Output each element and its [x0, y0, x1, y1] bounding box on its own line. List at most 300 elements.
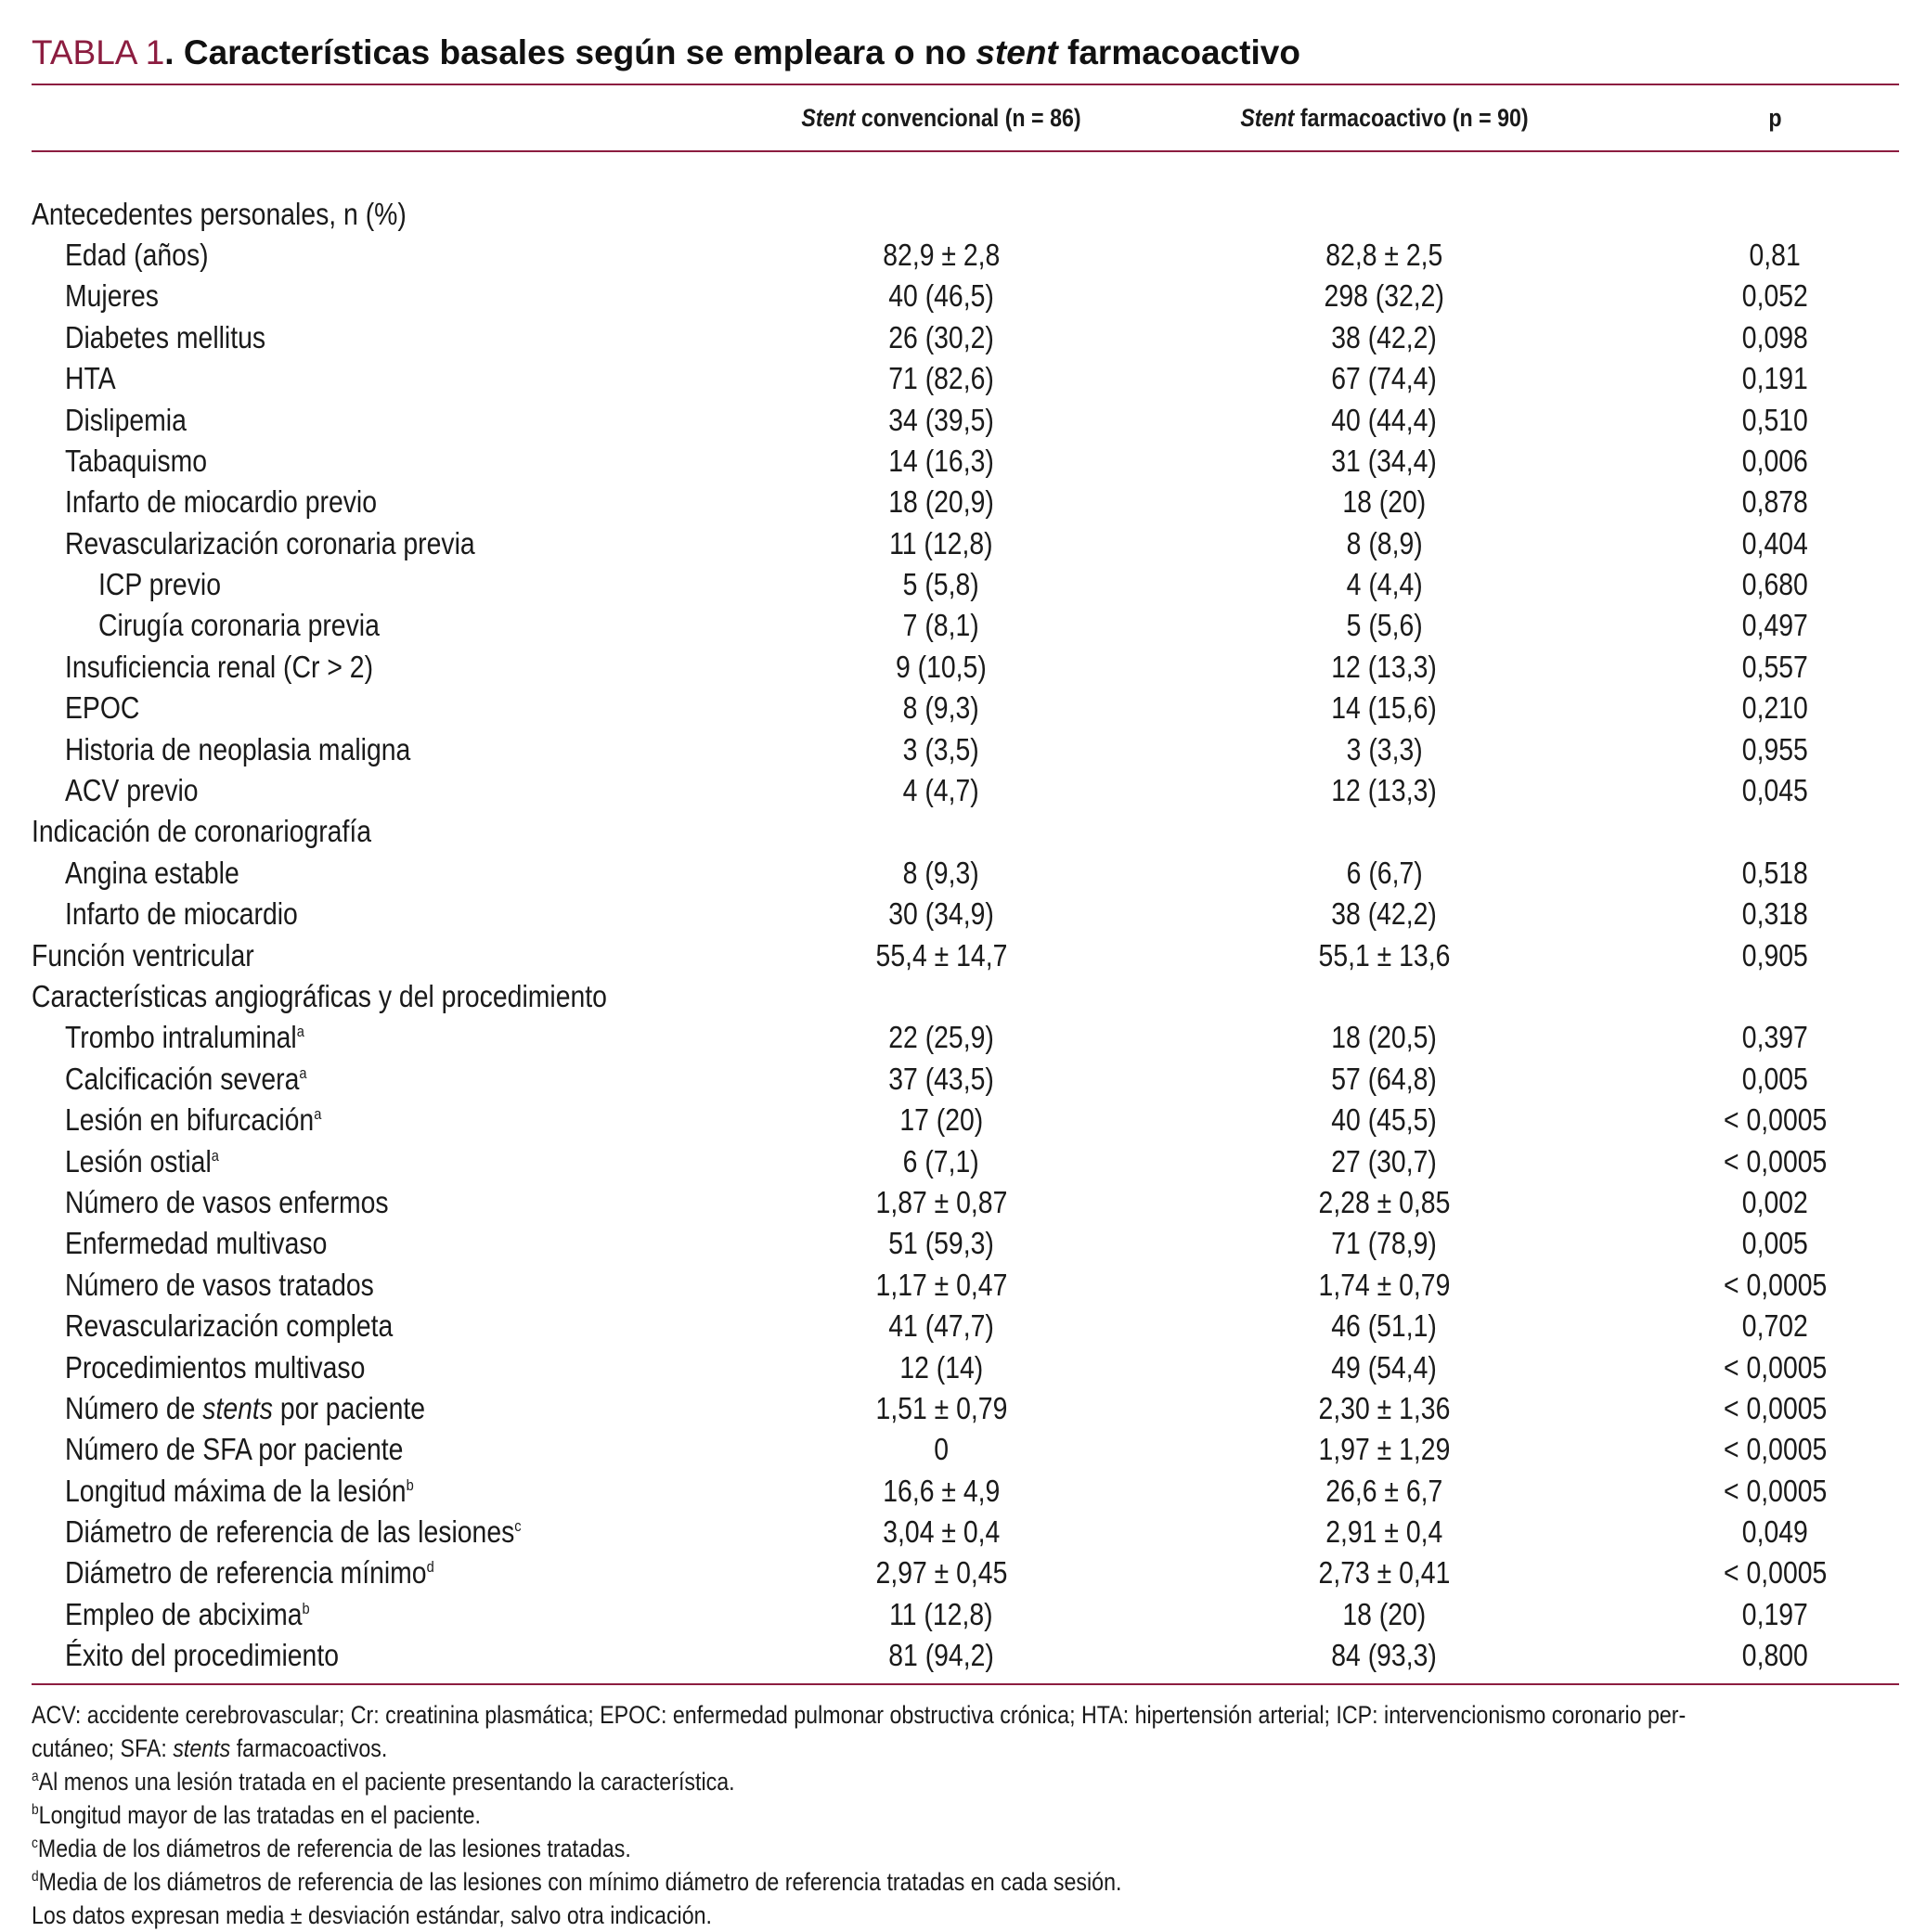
- value-p-cell: [1651, 317, 1899, 358]
- table-row: [32, 1182, 1899, 1223]
- value-p-cell: [1651, 1552, 1899, 1593]
- value-p: 0,878: [1741, 484, 1809, 520]
- footnote-text: Longitud mayor de las tratadas en el paciente.: [38, 1801, 481, 1830]
- row-label-text: ICP previo: [98, 567, 221, 602]
- row-label-superscript: a: [299, 1063, 307, 1082]
- row-label: [65, 1100, 321, 1140]
- value-p: 0,397: [1741, 1020, 1809, 1055]
- value-p: 0,006: [1741, 443, 1809, 478]
- row-label: [65, 894, 298, 934]
- row-label-cell: [32, 1388, 765, 1429]
- caption-text: . Características basales según se empleara o no: [164, 33, 976, 71]
- value-convencional-cell: [765, 1265, 1118, 1306]
- value-farmacoactivo: 57 (64,8): [1331, 1061, 1438, 1096]
- value-p-cell: [1651, 1594, 1899, 1635]
- value-farmacoactivo-cell: [1118, 564, 1651, 605]
- row-label-cell: [32, 647, 765, 688]
- value-p: 0,905: [1741, 937, 1809, 972]
- value-farmacoactivo-cell: [1118, 1059, 1651, 1100]
- value-convencional: 3,04 ± 0,4: [882, 1514, 1001, 1550]
- table-row: [32, 1100, 1899, 1140]
- value-farmacoactivo: 5 (5,6): [1346, 608, 1423, 643]
- row-label-cell: [32, 399, 765, 440]
- value-p: 0,518: [1741, 855, 1809, 890]
- value-farmacoactivo: 3 (3,3): [1346, 731, 1423, 766]
- value-farmacoactivo-cell: [1118, 728, 1651, 769]
- value-farmacoactivo: 40 (45,5): [1331, 1102, 1438, 1138]
- value-farmacoactivo: 18 (20): [1342, 484, 1427, 520]
- table-row: [32, 235, 1899, 276]
- row-label-cell: [32, 1059, 765, 1100]
- table-body: [32, 151, 1899, 1676]
- abbreviations-text-end: farmacoactivos.: [230, 1734, 388, 1763]
- value-convencional: 55,4 ± 14,7: [875, 937, 1007, 972]
- row-label-cell: [32, 1100, 765, 1140]
- value-farmacoactivo: 12 (13,3): [1331, 649, 1438, 684]
- row-label-superscript: a: [296, 1023, 304, 1041]
- row-label-text-end: por paciente: [273, 1390, 426, 1425]
- value-farmacoactivo: 18 (20,5): [1331, 1020, 1438, 1055]
- value-convencional: 0: [934, 1432, 949, 1467]
- footnote-d: [32, 1865, 1899, 1899]
- value-convencional-cell: [765, 688, 1118, 728]
- value-p-cell: [1651, 688, 1899, 728]
- row-label: [32, 935, 254, 976]
- row-label: [65, 1141, 219, 1182]
- value-convencional: 1,17 ± 0,47: [875, 1267, 1007, 1302]
- table-row: [32, 1429, 1899, 1470]
- row-label: [65, 770, 199, 811]
- row-label-text: Longitud máxima de la lesión: [65, 1473, 407, 1508]
- row-label: [65, 853, 239, 894]
- value-p-cell: [1651, 1306, 1899, 1346]
- value-convencional-cell: [765, 976, 1118, 1017]
- spacer-row: [32, 151, 1899, 193]
- table-caption: [164, 33, 1300, 71]
- value-convencional-cell: [765, 1017, 1118, 1058]
- value-farmacoactivo: 26,6 ± 6,7: [1325, 1473, 1443, 1508]
- table-row: [32, 1059, 1899, 1100]
- value-p-cell: [1651, 853, 1899, 894]
- value-farmacoactivo: 4 (4,4): [1346, 567, 1423, 602]
- value-p-cell: [1651, 1140, 1899, 1181]
- value-convencional: 18 (20,9): [888, 484, 994, 520]
- row-label-cell: [32, 934, 765, 975]
- value-convencional: 12 (14): [899, 1349, 983, 1385]
- row-label-cell: [32, 728, 765, 769]
- row-label-text: Antecedentes personales, n (%): [32, 196, 407, 231]
- value-farmacoactivo-cell: [1118, 934, 1651, 975]
- value-convencional-cell: [765, 399, 1118, 440]
- table-row: [32, 934, 1899, 975]
- table-row: [32, 1140, 1899, 1181]
- row-label: [32, 976, 607, 1017]
- row-label-cell: [32, 523, 765, 564]
- footnote-text: Media de los diámetros de referencia de las lesiones con mínimo diámetro de referencia tratadas en cada sesión.: [38, 1868, 1122, 1897]
- row-label-text: Número de vasos tratados: [65, 1267, 374, 1302]
- row-label-text: Tabaquismo: [65, 443, 208, 478]
- value-p: 0,005: [1741, 1061, 1809, 1096]
- table-row: [32, 1223, 1899, 1264]
- row-label-text: Angina estable: [65, 855, 239, 890]
- row-label: [65, 1017, 304, 1058]
- value-farmacoactivo: 82,8 ± 2,5: [1325, 237, 1443, 272]
- row-label-cell: [32, 811, 765, 852]
- value-farmacoactivo-cell: [1118, 811, 1651, 852]
- header-p: p: [1768, 103, 1782, 132]
- value-farmacoactivo-cell: [1118, 193, 1651, 234]
- table-row: [32, 605, 1899, 646]
- row-label: [32, 811, 371, 852]
- value-convencional-cell: [765, 770, 1118, 811]
- value-convencional-cell: [765, 853, 1118, 894]
- value-farmacoactivo-cell: [1118, 894, 1651, 934]
- header-text: convencional (n = 86): [855, 103, 1081, 132]
- row-label: [65, 1306, 393, 1346]
- header-italic: Stent: [801, 103, 856, 132]
- row-label-text: Diámetro de referencia de las lesiones: [65, 1514, 515, 1550]
- value-convencional-cell: [765, 1429, 1118, 1470]
- value-p-cell: [1651, 976, 1899, 1017]
- value-p-cell: [1651, 1182, 1899, 1223]
- row-label-cell: [32, 235, 765, 276]
- value-p: 0,002: [1741, 1184, 1809, 1219]
- value-convencional: 8 (9,3): [902, 855, 980, 890]
- value-p: 0,702: [1741, 1308, 1809, 1344]
- footnote-c: [32, 1832, 1899, 1865]
- row-label-text: Procedimientos multivaso: [65, 1349, 366, 1385]
- table-row: [32, 894, 1899, 934]
- value-convencional: 40 (46,5): [888, 278, 994, 314]
- value-p: 0,81: [1749, 237, 1802, 272]
- value-convencional: 26 (30,2): [888, 319, 994, 354]
- row-label-text: Número de SFA por paciente: [65, 1432, 404, 1467]
- value-p-cell: [1651, 728, 1899, 769]
- caption-text-end: farmacoactivo: [1057, 33, 1300, 71]
- value-convencional: 5 (5,8): [902, 567, 980, 602]
- row-label-cell: [32, 770, 765, 811]
- footnote-text: Media de los diámetros de referencia de las lesiones tratadas.: [37, 1835, 631, 1863]
- value-convencional-cell: [765, 564, 1118, 605]
- table-row: [32, 441, 1899, 482]
- value-farmacoactivo: 2,91 ± 0,4: [1325, 1514, 1443, 1550]
- value-convencional-cell: [765, 1512, 1118, 1552]
- row-label-cell: [32, 1471, 765, 1512]
- value-farmacoactivo: 67 (74,4): [1331, 361, 1438, 396]
- value-farmacoactivo: 84 (93,3): [1331, 1638, 1438, 1673]
- value-p-cell: [1651, 193, 1899, 234]
- row-label-text: Indicación de coronariografía: [32, 814, 372, 849]
- value-farmacoactivo: 1,74 ± 0,79: [1318, 1267, 1451, 1302]
- value-convencional-cell: [765, 1594, 1118, 1635]
- value-convencional-cell: [765, 1552, 1118, 1593]
- table-row: [32, 193, 1899, 234]
- table-row: [32, 358, 1899, 399]
- value-convencional: 37 (43,5): [888, 1061, 994, 1096]
- value-convencional: 6 (7,1): [902, 1143, 980, 1179]
- row-label-cell: [32, 976, 765, 1017]
- row-label-text: Infarto de miocardio: [65, 896, 298, 932]
- value-farmacoactivo: 31 (34,4): [1331, 443, 1438, 478]
- table-row: [32, 276, 1899, 316]
- value-farmacoactivo: 1,97 ± 1,29: [1318, 1432, 1451, 1467]
- value-p-cell: [1651, 1017, 1899, 1058]
- table-row: [32, 811, 1899, 852]
- row-label-cell: [32, 1429, 765, 1470]
- value-convencional: 16,6 ± 4,9: [882, 1473, 1001, 1508]
- table-row: [32, 976, 1899, 1017]
- value-p: 0,197: [1741, 1596, 1809, 1631]
- value-convencional: 9 (10,5): [896, 649, 987, 684]
- value-farmacoactivo: 49 (54,4): [1331, 1349, 1438, 1385]
- row-label-superscript: a: [211, 1146, 219, 1165]
- table-row: [32, 1594, 1899, 1635]
- table-figure: [32, 28, 1899, 1932]
- caption-italic: stent: [976, 33, 1058, 71]
- row-label-text: Lesión en bifurcación: [65, 1102, 315, 1138]
- row-label-cell: [32, 276, 765, 316]
- value-convencional: 1,51 ± 0,79: [875, 1390, 1007, 1425]
- value-convencional-cell: [765, 894, 1118, 934]
- value-convencional-cell: [765, 317, 1118, 358]
- row-label: [65, 317, 265, 358]
- value-p: 0,049: [1741, 1514, 1809, 1550]
- value-farmacoactivo-cell: [1118, 276, 1651, 316]
- bottom-rule: [32, 1683, 1899, 1685]
- row-label-cell: [32, 1306, 765, 1346]
- row-label-superscript: a: [314, 1105, 322, 1124]
- value-farmacoactivo-cell: [1118, 235, 1651, 276]
- value-farmacoactivo-cell: [1118, 1017, 1651, 1058]
- table-row: [32, 1306, 1899, 1346]
- row-label-cell: [32, 1635, 765, 1676]
- value-p-cell: [1651, 523, 1899, 564]
- value-convencional: 71 (82,6): [888, 361, 994, 396]
- footnote-mark: d: [32, 1869, 39, 1886]
- row-label-cell: [32, 605, 765, 646]
- row-label-cell: [32, 1017, 765, 1058]
- row-label-superscript: b: [406, 1475, 414, 1494]
- value-p: < 0,0005: [1723, 1432, 1828, 1467]
- row-label-text: Lesión ostial: [65, 1143, 212, 1179]
- value-p-cell: [1651, 1388, 1899, 1429]
- header-italic: Stent: [1240, 103, 1295, 132]
- table-row: [32, 399, 1899, 440]
- value-p-cell: [1651, 894, 1899, 934]
- table-row: [32, 1471, 1899, 1512]
- row-label: [65, 1512, 522, 1552]
- value-convencional-cell: [765, 482, 1118, 522]
- abbreviations-text: cutáneo; SFA:: [32, 1734, 174, 1763]
- footnote-b: [32, 1798, 1899, 1832]
- row-label-cell: [32, 894, 765, 934]
- row-label-text: Características angiográficas y del procedimiento: [32, 979, 607, 1013]
- value-p: 0,005: [1741, 1226, 1809, 1261]
- header-label: [83, 85, 713, 151]
- value-convencional-cell: [765, 276, 1118, 316]
- value-p-cell: [1651, 770, 1899, 811]
- table-row: [32, 770, 1899, 811]
- footnote-mark: b: [32, 1802, 39, 1819]
- value-p-cell: [1651, 1512, 1899, 1552]
- value-convencional: 8 (9,3): [902, 690, 980, 726]
- value-p-cell: [1651, 1100, 1899, 1140]
- row-label-text: Calcificación severa: [65, 1061, 300, 1096]
- value-p-cell: [1651, 1059, 1899, 1100]
- abbreviations-line2: [32, 1732, 1899, 1765]
- value-convencional-cell: [765, 1059, 1118, 1100]
- table-row: [32, 523, 1899, 564]
- footnote-mark: a: [32, 1769, 39, 1785]
- value-convencional-cell: [765, 1306, 1118, 1346]
- row-label-cell: [32, 1223, 765, 1264]
- value-p: 0,680: [1741, 567, 1809, 602]
- value-farmacoactivo-cell: [1118, 523, 1651, 564]
- value-farmacoactivo-cell: [1118, 317, 1651, 358]
- value-farmacoactivo: 18 (20): [1342, 1596, 1427, 1631]
- value-p-cell: [1651, 934, 1899, 975]
- value-farmacoactivo-cell: [1118, 1306, 1651, 1346]
- table-row: [32, 564, 1899, 605]
- value-convencional-cell: [765, 235, 1118, 276]
- value-p: < 0,0005: [1723, 1143, 1828, 1179]
- value-convencional: 34 (39,5): [888, 402, 994, 437]
- value-farmacoactivo: 27 (30,7): [1331, 1143, 1438, 1179]
- table-row: [32, 853, 1899, 894]
- value-p: < 0,0005: [1723, 1555, 1828, 1591]
- value-convencional-cell: [765, 1140, 1118, 1181]
- value-p-cell: [1651, 605, 1899, 646]
- value-farmacoactivo-cell: [1118, 1223, 1651, 1264]
- value-p-cell: [1651, 811, 1899, 852]
- row-label: [65, 1635, 339, 1676]
- row-label-text: Función ventricular: [32, 937, 254, 972]
- row-label-text: Insuficiencia renal (Cr > 2): [65, 649, 374, 684]
- value-farmacoactivo: 14 (15,6): [1331, 690, 1438, 726]
- value-convencional-cell: [765, 1635, 1118, 1676]
- row-label-text: Diabetes mellitus: [65, 319, 266, 354]
- value-farmacoactivo-cell: [1118, 853, 1651, 894]
- value-p-cell: [1651, 1223, 1899, 1264]
- row-label: [65, 729, 410, 770]
- table-row: [32, 317, 1899, 358]
- value-p-cell: [1651, 235, 1899, 276]
- value-convencional: 4 (4,7): [902, 773, 980, 808]
- value-convencional-cell: [765, 193, 1118, 234]
- row-label: [98, 605, 380, 646]
- value-p-cell: [1651, 441, 1899, 482]
- row-label: [65, 1388, 425, 1429]
- value-p-cell: [1651, 564, 1899, 605]
- header-text: farmacoactivo (n = 90): [1294, 103, 1529, 132]
- row-label-text: Empleo de abcixima: [65, 1596, 303, 1631]
- row-label-text: Revascularización completa: [65, 1308, 394, 1344]
- row-label-cell: [32, 358, 765, 399]
- row-label: [65, 1471, 414, 1512]
- value-farmacoactivo: 71 (78,9): [1331, 1226, 1438, 1261]
- value-convencional-cell: [765, 1182, 1118, 1223]
- row-label: [65, 1347, 365, 1388]
- row-label-text: Trombo intraluminal: [65, 1020, 297, 1055]
- row-label: [65, 1223, 327, 1264]
- value-p: 0,045: [1741, 773, 1809, 808]
- abbreviations: [32, 1698, 1899, 1732]
- row-label: [65, 358, 116, 399]
- value-convencional: 82,9 ± 2,8: [882, 237, 1001, 272]
- value-farmacoactivo-cell: [1118, 1512, 1651, 1552]
- row-label: [65, 1594, 310, 1635]
- row-label-text: Éxito del procedimiento: [65, 1638, 340, 1673]
- value-convencional-cell: [765, 1346, 1118, 1387]
- value-farmacoactivo-cell: [1118, 358, 1651, 399]
- value-p: < 0,0005: [1723, 1390, 1828, 1425]
- row-label: [65, 1552, 434, 1593]
- value-p: < 0,0005: [1723, 1473, 1828, 1508]
- value-convencional: 17 (20): [899, 1102, 983, 1138]
- row-label: [32, 194, 407, 235]
- value-convencional-cell: [765, 441, 1118, 482]
- value-farmacoactivo: 55,1 ± 13,6: [1318, 937, 1451, 972]
- table-row: [32, 482, 1899, 522]
- value-convencional: 11 (12,8): [889, 525, 993, 560]
- value-convencional-cell: [765, 1100, 1118, 1140]
- row-label-cell: [32, 482, 765, 522]
- value-farmacoactivo: 38 (42,2): [1331, 896, 1438, 932]
- row-label-text: Edad (años): [65, 237, 209, 272]
- value-farmacoactivo-cell: [1118, 1388, 1651, 1429]
- row-label-cell: [32, 1346, 765, 1387]
- value-p: 0,210: [1741, 690, 1809, 726]
- row-label-text: Cirugía coronaria previa: [98, 608, 380, 643]
- value-farmacoactivo: 2,28 ± 0,85: [1318, 1184, 1451, 1219]
- row-label-cell: [32, 317, 765, 358]
- row-label-superscript: d: [426, 1558, 434, 1577]
- value-farmacoactivo-cell: [1118, 1182, 1651, 1223]
- value-p-cell: [1651, 1429, 1899, 1470]
- value-p: 0,191: [1741, 361, 1809, 396]
- abbreviations-line1: ACV: accidente cerebrovascular; Cr: creatinina plasmática; EPOC: enfermedad pulmonar obstructiva crónica; HTA: hipertensión arterial; ICP: intervencionismo coronario per-: [32, 1701, 1687, 1730]
- value-convencional: 7 (8,1): [902, 608, 980, 643]
- value-convencional: 1,87 ± 0,87: [875, 1184, 1007, 1219]
- row-label-cell: [32, 193, 765, 234]
- value-convencional: 2,97 ± 0,45: [875, 1555, 1007, 1591]
- value-convencional: 3 (3,5): [902, 731, 980, 766]
- footnote-closing: Los datos expresan media ± desviación estándar, salvo otra indicación.: [32, 1901, 713, 1930]
- row-label-text: Diámetro de referencia mínimo: [65, 1555, 427, 1591]
- row-label: [65, 235, 209, 276]
- value-farmacoactivo: 38 (42,2): [1331, 319, 1438, 354]
- row-label-text: Número de vasos enfermos: [65, 1184, 389, 1219]
- row-label: [65, 688, 139, 728]
- header-stent-convencional: [790, 85, 1093, 151]
- value-farmacoactivo-cell: [1118, 1429, 1651, 1470]
- value-p: < 0,0005: [1723, 1102, 1828, 1138]
- value-p: 0,404: [1741, 525, 1809, 560]
- value-p: 0,098: [1741, 319, 1809, 354]
- row-label: [65, 647, 373, 688]
- row-label-superscript: c: [514, 1517, 522, 1536]
- value-farmacoactivo: 6 (6,7): [1346, 855, 1423, 890]
- value-convencional-cell: [765, 605, 1118, 646]
- value-farmacoactivo-cell: [1118, 482, 1651, 522]
- value-p: 0,800: [1741, 1638, 1809, 1673]
- value-p-cell: [1651, 358, 1899, 399]
- value-farmacoactivo: 40 (44,4): [1331, 402, 1438, 437]
- value-p: 0,510: [1741, 402, 1809, 437]
- value-p-cell: [1651, 1265, 1899, 1306]
- value-convencional: 41 (47,7): [888, 1308, 994, 1344]
- value-p-cell: [1651, 1635, 1899, 1676]
